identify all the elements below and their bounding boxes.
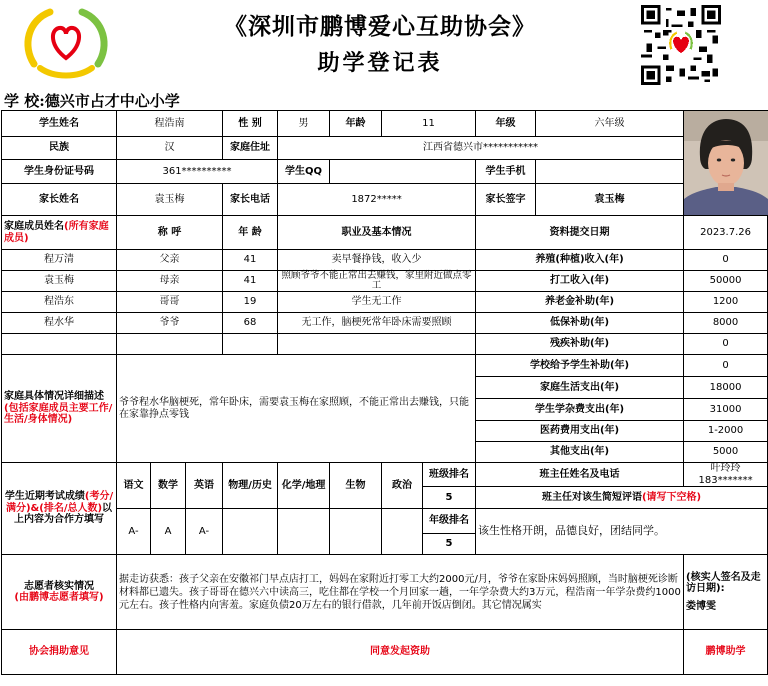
visitor-info xyxy=(684,555,768,630)
subject-math: 数学 xyxy=(151,463,186,509)
label-id-number: 学生身份证号码 xyxy=(2,160,117,184)
label-student-tuition: 学生学杂费支出(年) xyxy=(476,399,684,421)
visitor-label: (核实人签名及走访日期): xyxy=(686,571,761,595)
family-member-age: 68 xyxy=(223,313,278,334)
exam-note: (考分/满分)&(排名/总人数) xyxy=(5,491,114,514)
volunteer-note: (由鹏博志愿者填写) xyxy=(14,592,104,603)
income-breeding-value: 0 xyxy=(684,250,768,271)
score-chemistry-geography xyxy=(278,509,330,555)
score-math: A xyxy=(151,509,186,555)
teacher-comment-note: (请写下空格) xyxy=(641,491,702,503)
family-member-occupation: 学生无工作 xyxy=(278,292,476,313)
label-exam xyxy=(2,463,117,555)
score-chinese: A- xyxy=(117,509,151,555)
label-pengbo: 鹏博助学 xyxy=(684,630,768,675)
grade-value: 六年级 xyxy=(536,111,684,137)
subject-english: 英语 xyxy=(186,463,223,509)
label-income-pension: 养老金补助(年) xyxy=(476,292,684,313)
label-relation: 称 呼 xyxy=(117,216,223,250)
form-subtitle: 助学登记表 xyxy=(317,50,443,76)
family-member-relation: 哥哥 xyxy=(117,292,223,313)
label-member-age: 年 龄 xyxy=(223,216,278,250)
teacher-name: 叶玲玲 xyxy=(710,463,741,474)
income-disability-value: 0 xyxy=(684,334,768,355)
student-phone-value xyxy=(536,160,684,184)
family-detail-text: 爷爷程水华脑梗死，常年卧床，需要袁玉梅在家照顾，不能正常出去赚钱，只能在家靠挣点零钱 xyxy=(117,355,476,463)
family-member-occupation: 照顾爷爷不能正常出去赚钱，家里附近做点零工 xyxy=(278,271,476,292)
label-family-living: 家庭生活支出(年) xyxy=(476,377,684,399)
label-student-qq: 学生QQ xyxy=(278,160,330,184)
student-portrait xyxy=(684,111,768,215)
label-gender: 性 别 xyxy=(223,111,278,137)
teacher-info xyxy=(684,463,768,487)
subject-chemistry-geography: 化学/地理 xyxy=(278,463,330,509)
label-age: 年龄 xyxy=(330,111,382,137)
score-politics xyxy=(382,509,423,555)
label-income-breeding: 养殖(种植)收入(年) xyxy=(476,250,684,271)
association-logo xyxy=(20,6,112,78)
label-student-phone: 学生手机 xyxy=(476,160,536,184)
visitor-signer: 娄博雯 xyxy=(686,600,717,612)
family-member-age: 41 xyxy=(223,250,278,271)
student-name-value: 程浩南 xyxy=(117,111,223,137)
age-value: 11 xyxy=(382,111,476,137)
label-teacher-name-phone: 班主任姓名及电话 xyxy=(476,463,684,487)
ethnicity-value: 汉 xyxy=(117,136,223,160)
label-grade: 年级 xyxy=(476,111,536,137)
student-tuition-value: 31000 xyxy=(684,399,768,421)
exam-title: 学生近期考试成绩 xyxy=(4,491,85,503)
exam-footnote: 以上内容为合作方填写 xyxy=(14,502,113,526)
label-parent-signature: 家长签字 xyxy=(476,183,536,215)
income-lowsec-value: 8000 xyxy=(684,313,768,334)
class-rank-value: 5 xyxy=(423,487,476,509)
label-income-work: 打工收入(年) xyxy=(476,271,684,292)
family-member-relation: 母亲 xyxy=(117,271,223,292)
label-family-detail xyxy=(2,355,117,463)
label-student-name: 学生姓名 xyxy=(2,111,117,137)
gender-value: 男 xyxy=(278,111,330,137)
label-other: 其他支出(年) xyxy=(476,442,684,463)
family-empty-occupation xyxy=(278,334,476,355)
family-members-note: (所有家庭成员) xyxy=(4,221,109,244)
parent-signature-value: 袁玉梅 xyxy=(536,183,684,215)
parent-name-value: 袁玉梅 xyxy=(117,183,223,215)
family-member-relation: 爷爷 xyxy=(117,313,223,334)
family-member-name: 程浩东 xyxy=(2,292,117,313)
family-member-occupation: 无工作，脑梗死常年卧床需要照顾 xyxy=(278,313,476,334)
family-member-name: 程万清 xyxy=(2,250,117,271)
student-qq-value xyxy=(330,160,476,184)
family-living-value: 18000 xyxy=(684,377,768,399)
form-title: 《深圳市鹏博爱心互助协会》 xyxy=(224,13,536,40)
income-work-value: 50000 xyxy=(684,271,768,292)
student-photo xyxy=(684,111,768,216)
other-value: 5000 xyxy=(684,442,768,463)
grade-rank-value: 5 xyxy=(423,534,476,555)
label-grade-rank: 年级排名 xyxy=(423,509,476,534)
teacher-comment-text: 该生性格开朗，品德良好，团结同学。 xyxy=(476,509,768,555)
teacher-phone: 183******* xyxy=(698,474,753,486)
label-volunteer xyxy=(2,555,117,630)
label-occupation: 职业及基本情况 xyxy=(278,216,476,250)
subject-biology: 生物 xyxy=(330,463,382,509)
submit-date-value: 2023.7.26 xyxy=(684,216,768,250)
label-parent-name: 家长姓名 xyxy=(2,183,117,215)
parent-phone-value: 1872***** xyxy=(278,183,476,215)
teacher-comment-title: 班主任对该生简短评语 xyxy=(541,491,642,503)
label-school-subsidy: 学校给予学生补助(年) xyxy=(476,355,684,377)
qr-code xyxy=(641,5,721,85)
family-empty-age xyxy=(223,334,278,355)
family-detail-note: (包括家庭成员主要工作/生活/身体情况) xyxy=(4,402,113,426)
score-physics-history xyxy=(223,509,278,555)
subject-physics-history: 物理/历史 xyxy=(223,463,278,509)
school-name: 德兴市占才中心小学 xyxy=(44,92,180,110)
family-detail-title: 家庭具体情况详细描述 xyxy=(4,391,104,403)
home-address-value: 江西省德兴市*********** xyxy=(278,136,684,160)
label-family-members xyxy=(2,216,117,250)
label-income-disability: 残疾补助(年) xyxy=(476,334,684,355)
registration-table xyxy=(1,110,768,675)
label-class-rank: 班级排名 xyxy=(423,463,476,487)
income-pension-value: 1200 xyxy=(684,292,768,313)
volunteer-title: 志愿者核实情况 xyxy=(24,580,94,592)
family-member-name: 程水华 xyxy=(2,313,117,334)
subject-politics: 政治 xyxy=(382,463,423,509)
label-home-address: 家庭住址 xyxy=(223,136,278,160)
label-ethnicity: 民族 xyxy=(2,136,117,160)
label-parent-phone: 家长电话 xyxy=(223,183,278,215)
label-teacher-comment xyxy=(476,487,768,509)
medical-value: 1-2000 xyxy=(684,421,768,442)
decision-text: 同意发起资助 xyxy=(117,630,684,675)
score-english: A- xyxy=(186,509,223,555)
label-medical: 医药费用支出(年) xyxy=(476,421,684,442)
volunteer-report: 据走访获悉：孩子父亲在安徽祁门早点店打工，妈妈在家附近打零工大约2000元/月，爷爷在家卧床妈妈照顾，当时脑梗死诊断材料都已遗失。孩子哥哥在德兴六中读高三，吃住都在学校一个月回家一趟，一年学杂费大约3万元，程浩南一年学杂费约1000元左右。孩子性格内向害羞。家庭负债20万左右的银行借款，几年前开饭店倒闭。其它情况属实 xyxy=(117,555,684,630)
family-members-text: 家庭成员姓名 xyxy=(4,221,64,232)
school-subsidy-value: 0 xyxy=(684,355,768,377)
id-number-value: 361********** xyxy=(117,160,278,184)
school-line xyxy=(4,90,180,111)
family-member-age: 41 xyxy=(223,271,278,292)
family-empty-relation xyxy=(117,334,223,355)
family-member-relation: 父亲 xyxy=(117,250,223,271)
label-submit-date: 资料提交日期 xyxy=(476,216,684,250)
label-assoc-opinion: 协会捐助意见 xyxy=(2,630,117,675)
score-biology xyxy=(330,509,382,555)
family-empty-name xyxy=(2,334,117,355)
family-member-occupation: 卖早餐挣钱，收入少 xyxy=(278,250,476,271)
family-member-name: 袁玉梅 xyxy=(2,271,117,292)
family-member-age: 19 xyxy=(223,292,278,313)
label-income-lowsec: 低保补助(年) xyxy=(476,313,684,334)
school-label: 学 校: xyxy=(4,92,45,110)
subject-chinese: 语文 xyxy=(117,463,151,509)
